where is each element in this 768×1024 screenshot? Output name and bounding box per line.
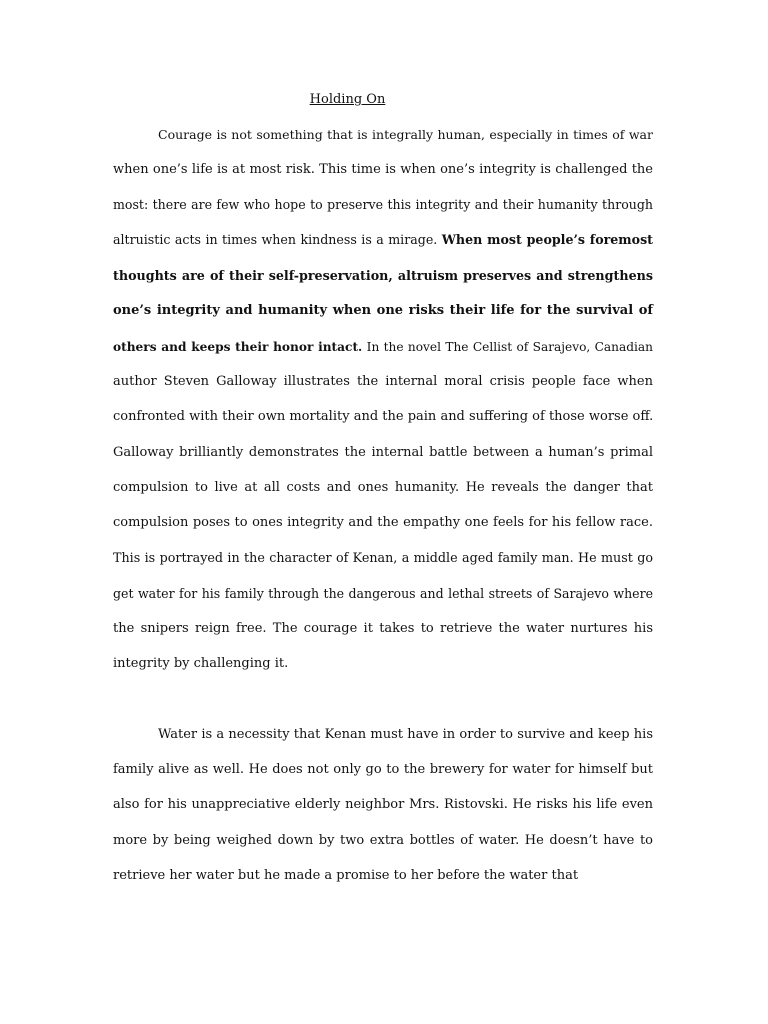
paragraph-1-line-4 [113,230,653,250]
paragraph-1-line-1: Courage is not something that is integrally human, especially in times of war [158,127,653,142]
paragraph-2-line-5: retrieve her water but he made a promise to her before the water that [113,868,579,883]
essay-title: Holding On [309,92,386,107]
paragraph-1-line-13: This is portrayed in the character of Kenan, a middle aged family man. He must go [113,550,653,565]
paragraph-1-line-7 [113,337,653,357]
paragraph-2-line-3: also for his unappreciative elderly neighbor Mrs. Ristovski. He risks his life even [113,797,653,812]
paragraph-1-line-2: when one’s life is at most risk. This time is when one’s integrity is challenged the [113,162,653,177]
paragraph-1-line-10: Galloway brilliantly demonstrates the internal battle between a human’s primal [113,445,653,460]
plain-text-segment: altruistic acts in times when kindness is a mirage. [113,232,438,247]
paragraph-2-line-4: more by being weighed down by two extra bottles of water. He doesn’t have to [113,833,653,848]
plain-text-segment: In the novel The Cellist of Sarajevo, Canadian [366,340,653,354]
paragraph-2-line-1: Water is a necessity that Kenan must have in order to survive and keep his [158,727,653,742]
thesis-text-segment: When most people’s foremost [441,232,653,247]
paragraph-1-line-12: compulsion poses to ones integrity and the empathy one feels for his fellow race. [113,515,653,530]
paragraph-1-line-16: integrity by challenging it. [113,656,289,671]
paragraph-1-line-14: get water for his family through the dangerous and lethal streets of Sarajevo where [113,586,653,601]
thesis-text-segment: others and keeps their honor intact. [113,340,363,354]
paragraph-2-line-2: family alive as well. He does not only go to the brewery for water for himself but [113,762,653,777]
paragraph-1-line-11: compulsion to live at all costs and ones humanity. He reveals the danger that [113,480,653,495]
paragraph-1-line-9: confronted with their own mortality and the pain and suffering of those worse off. [113,409,654,424]
paragraph-1-line-6-thesis: one’s integrity and humanity when one risks their life for the survival of [113,303,653,318]
paragraph-1-line-5-thesis: thoughts are of their self-preservation, altruism preserves and strengthens [113,268,653,283]
paragraph-1-line-3: most: there are few who hope to preserve this integrity and their humanity through [113,197,653,212]
paragraph-1-line-15: the snipers reign free. The courage it takes to retrieve the water nurtures his [113,621,653,636]
paragraph-1-line-8: author Steven Galloway illustrates the internal moral crisis people face when [113,374,653,389]
